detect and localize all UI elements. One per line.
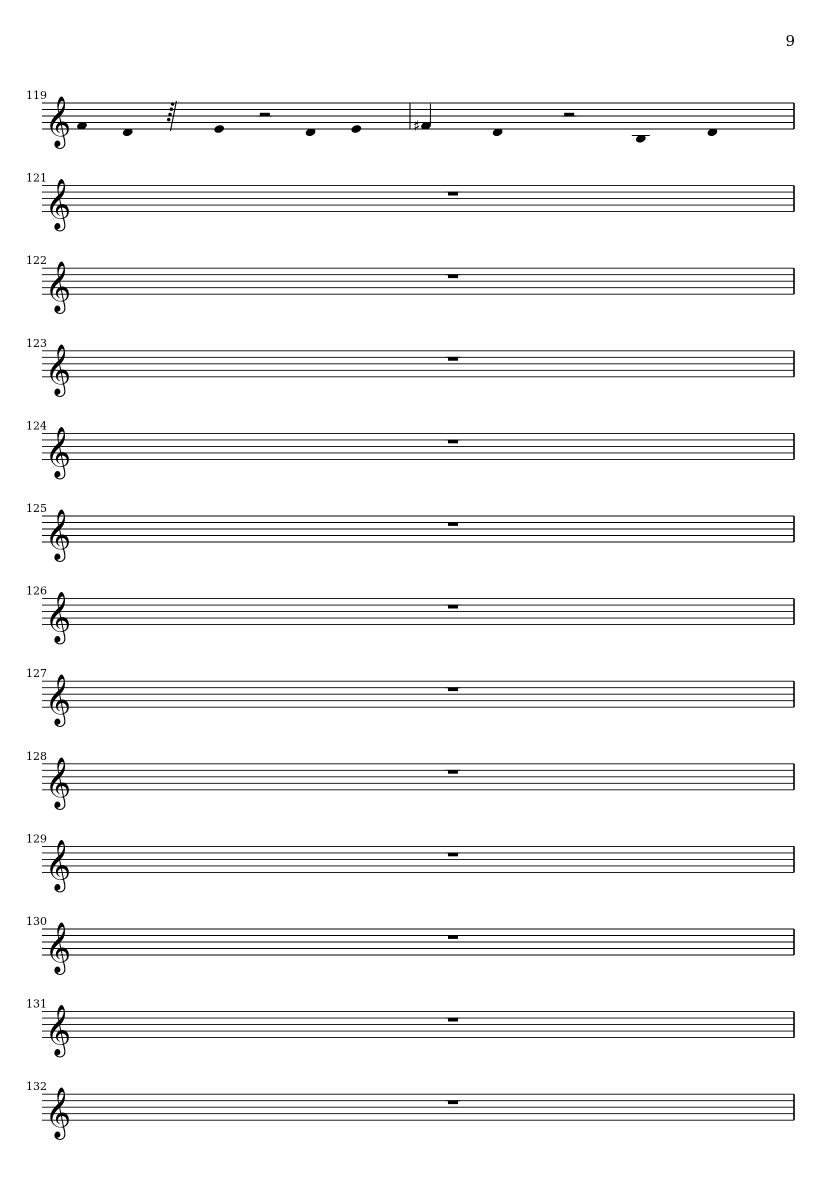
staff-system — [26, 915, 794, 975]
whole-rest — [448, 1101, 458, 1104]
note — [413, 104, 432, 135]
treble-clef-glyph: 𝄞 — [45, 591, 72, 643]
treble-clef-icon — [45, 261, 71, 314]
treble-clef-icon — [45, 922, 71, 975]
note — [632, 134, 650, 144]
note — [350, 124, 362, 134]
treble-clef-glyph: 𝄞 — [45, 674, 72, 726]
measure-number: 131 — [26, 997, 47, 1011]
measure-number: 128 — [26, 749, 47, 763]
treble-clef-icon — [45, 96, 71, 149]
whole-rest — [448, 1018, 458, 1021]
treble-clef-glyph: 𝄞 — [45, 343, 72, 395]
measure-number: 127 — [26, 667, 47, 681]
rest-flag — [168, 113, 171, 116]
staff-system — [26, 254, 794, 314]
whole-rest — [448, 357, 458, 360]
rest-flag — [170, 108, 173, 111]
treble-clef-glyph: 𝄞 — [45, 426, 72, 478]
whole-rest — [448, 853, 458, 856]
staff-system — [26, 998, 794, 1058]
treble-clef-icon — [45, 426, 71, 479]
staff-system — [26, 832, 794, 892]
whole-rest — [448, 936, 458, 939]
treble-clef-icon — [45, 344, 71, 397]
treble-clef-glyph: 𝄞 — [45, 756, 72, 808]
whole-rest — [448, 605, 458, 608]
measure-number: 125 — [26, 502, 47, 515]
whole-rest — [448, 770, 458, 773]
treble-clef-glyph: 𝄞 — [45, 1004, 72, 1056]
measure-number: 126 — [26, 584, 47, 598]
staff-system — [26, 585, 794, 645]
notehead — [213, 124, 225, 134]
whole-rest — [448, 688, 458, 691]
treble-clef-glyph: 𝄞 — [45, 922, 72, 973]
sharp-icon: ♯ — [413, 116, 421, 135]
treble-clef-icon — [45, 757, 71, 810]
whole-rest — [448, 192, 458, 195]
treble-clef-glyph: 𝄞 — [45, 178, 72, 230]
staff-system — [26, 419, 794, 479]
half-rest — [260, 113, 270, 116]
treble-clef-glyph: 𝄞 — [45, 839, 72, 891]
treble-clef-glyph: 𝄞 — [45, 509, 72, 560]
treble-clef-glyph: 𝄞 — [45, 261, 72, 313]
measure-number: 122 — [26, 254, 47, 268]
measure-number: 123 — [26, 336, 47, 350]
staff-system — [26, 89, 794, 149]
whole-rest — [448, 275, 458, 278]
treble-clef-icon — [45, 179, 71, 232]
note — [213, 124, 225, 134]
treble-clef-icon — [45, 839, 71, 892]
half-rest — [564, 113, 574, 116]
rest-flag — [167, 118, 170, 121]
staff-system — [26, 172, 794, 232]
measure-number: 130 — [26, 915, 47, 928]
treble-clef-icon — [45, 674, 71, 727]
staff-system — [26, 667, 794, 727]
whole-rest — [448, 523, 458, 526]
measure-number: 129 — [26, 832, 47, 846]
treble-clef-icon — [45, 509, 71, 562]
staff-system — [26, 1080, 794, 1140]
treble-clef-icon — [45, 592, 71, 645]
staff-system — [26, 750, 794, 810]
staff-system — [26, 337, 794, 397]
treble-clef-icon — [45, 1005, 71, 1058]
measure-number: 132 — [26, 1080, 47, 1094]
treble-clef-glyph: 𝄞 — [45, 96, 72, 147]
whole-rest — [448, 440, 458, 443]
measure-number: 121 — [26, 171, 47, 185]
measure-number: 124 — [26, 419, 47, 433]
staff-system — [26, 502, 794, 562]
treble-clef-glyph: 𝄞 — [45, 1087, 72, 1139]
treble-clef-icon — [45, 1087, 71, 1140]
measure-number: 119 — [26, 89, 47, 102]
page-number: 9 — [785, 32, 795, 50]
notehead — [350, 124, 362, 134]
rest-flag — [171, 102, 174, 105]
